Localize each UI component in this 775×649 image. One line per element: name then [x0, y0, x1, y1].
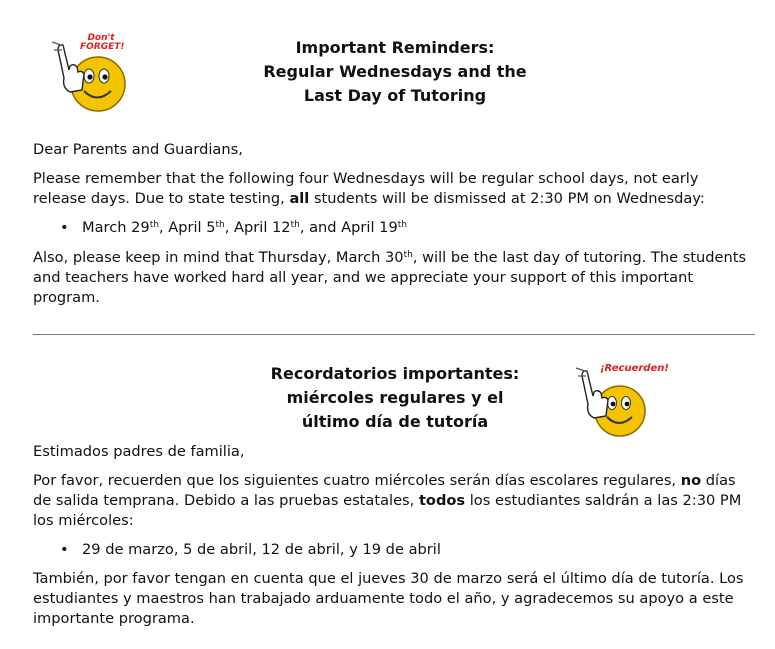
recuerden-caption: ¡Recuerden!	[600, 363, 669, 374]
dont-forget-caption	[80, 33, 125, 52]
spanish-title	[230, 362, 560, 434]
date-text: March 29	[82, 219, 150, 236]
spanish-p1-bold-no: no	[680, 472, 702, 489]
ordinal: th	[149, 220, 159, 230]
spanish-title-line-1: Recordatorios importantes:	[270, 364, 520, 383]
date-text: , April 5	[158, 219, 216, 236]
date-text: , April 12	[224, 219, 291, 236]
dont-forget-smiley-clipart	[40, 30, 140, 116]
spanish-paragraph-2: También, por favor tengan en cuenta que el jueves 30 de marzo será el último día de tutoría. Los estudiantes y maestros han trabajado arduamente todo el año, y agradecemos su apoyo a este importante programa.	[33, 570, 744, 627]
english-greeting: Dear Parents and Guardians,	[33, 141, 243, 158]
ordinal: th	[215, 220, 225, 230]
english-p1-bold: all	[289, 190, 310, 207]
ordinal: th	[397, 220, 407, 230]
english-title	[230, 36, 560, 108]
english-paragraph-1	[33, 169, 753, 209]
english-date-bullet	[60, 218, 407, 238]
section-divider	[33, 334, 755, 335]
ordinal: th	[403, 250, 413, 260]
english-p1-text-a: Please remember that the following four Wednesdays will be regular school days, not early release days. Due to state testing,	[33, 170, 699, 207]
english-paragraph-2	[33, 248, 753, 308]
date-text: 29 de marzo, 5 de abril, 12 de abril, y 19 de abril	[82, 541, 441, 558]
caption-line-1: Don't	[87, 33, 115, 43]
english-p2-text-b: , will be the last day of tutoring. The students and teachers have worked hard all year, and we appreciate your support of this important program.	[33, 249, 747, 306]
spanish-paragraph-1	[33, 471, 753, 531]
english-p2-text-a: Also, please keep in mind that Thursday, March 30	[33, 249, 404, 266]
recuerden-smiley-clipart	[562, 358, 672, 442]
spanish-p1-text-a: Por favor, recuerden que los siguientes cuatro miércoles serán días escolares regulares,	[33, 472, 681, 489]
english-title-line-1: Important Reminders:	[295, 38, 495, 57]
ordinal: th	[290, 220, 300, 230]
english-title-line-2: Regular Wednesdays and the	[263, 62, 527, 81]
bullet-dot: •	[60, 219, 69, 236]
spanish-p1-bold-todos: todos	[418, 492, 466, 509]
spanish-p1-text-b: días de salida temprana. Debido a las pruebas estatales,	[33, 472, 736, 509]
spanish-title-line-2: miércoles regulares y el	[286, 388, 504, 407]
date-text: , and April 19	[299, 219, 398, 236]
spanish-date-bullet	[60, 540, 441, 560]
english-p1-text-b: students will be dismissed at 2:30 PM on Wednesday:	[309, 190, 705, 207]
spanish-p1-text-c: los estudiantes saldrán a las 2:30 PM los miércoles:	[33, 492, 742, 529]
caption-line-2: FORGET!	[80, 42, 125, 52]
bullet-dot: •	[60, 541, 69, 558]
spanish-title-line-3: último día de tutoría	[301, 412, 489, 431]
spanish-greeting: Estimados padres de familia,	[33, 443, 245, 460]
english-title-line-3: Last Day of Tutoring	[303, 86, 487, 105]
